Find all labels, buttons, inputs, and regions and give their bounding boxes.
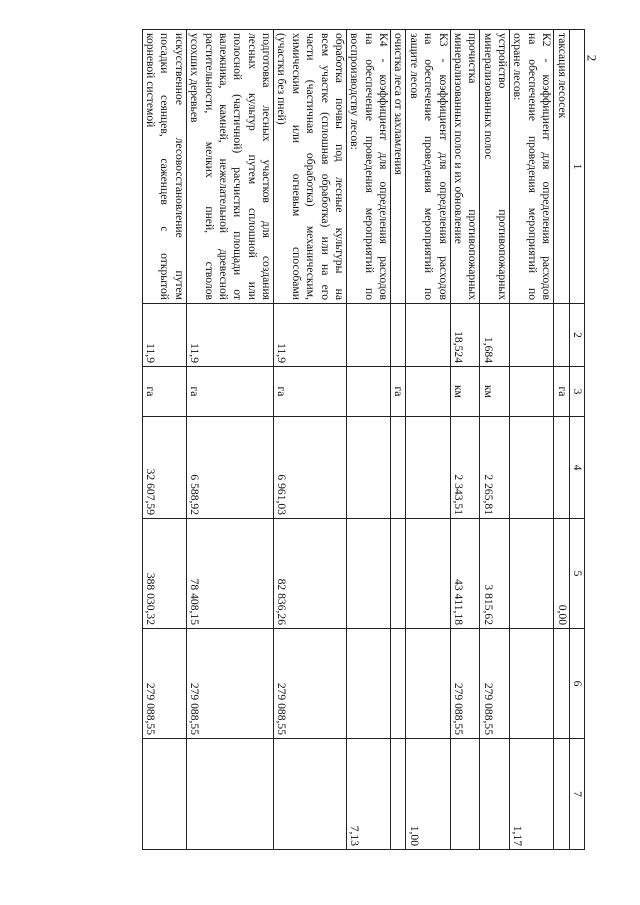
- row-name-line: корневой системой: [144, 33, 158, 128]
- row-name-line: минерализованных полос: [481, 33, 495, 160]
- rate-cell: [347, 417, 391, 519]
- unit-cell: [510, 367, 554, 417]
- table-row: [142, 30, 186, 850]
- row-name-line: защите лесов: [407, 33, 421, 99]
- quantity-cell: [406, 304, 450, 367]
- quantity-cell: 18,524: [450, 304, 480, 367]
- base-cell: [347, 629, 391, 739]
- row-name-line: воспроизводству лесов:: [348, 33, 362, 150]
- amount-cell: 43 411,18: [450, 519, 480, 629]
- table-row: [554, 30, 569, 850]
- rate-cell: 2 343,51: [450, 417, 480, 519]
- row-name-line: растительности, мелких пней, стволов: [202, 33, 216, 300]
- coefficient-cell: [450, 739, 480, 850]
- quantity-cell: [347, 304, 391, 367]
- cost-table: [142, 29, 585, 850]
- coefficient-cell: [142, 739, 186, 850]
- header-cell: 4: [569, 417, 584, 519]
- rate-cell: [391, 417, 406, 519]
- coefficient-cell: [554, 739, 569, 850]
- row-name-line: очистка леса от захламления: [392, 33, 406, 175]
- unit-cell: км: [480, 367, 510, 417]
- coefficient-cell: [274, 739, 347, 850]
- amount-cell: [510, 519, 554, 629]
- coefficient-cell: [186, 739, 273, 850]
- rotated-page: [77, 29, 585, 849]
- row-name-cell: [142, 30, 186, 304]
- row-name-line: (участки без пней): [275, 33, 289, 125]
- row-name-line: подготовка лесных участков для создания: [260, 33, 274, 300]
- row-name-cell: [510, 30, 554, 304]
- coefficient-cell: 7,13: [347, 739, 391, 850]
- header-row: [569, 30, 584, 850]
- unit-cell: [406, 367, 450, 417]
- cost-table-body: [142, 30, 584, 850]
- coefficient-cell: [480, 739, 510, 850]
- header-cell: 5: [569, 519, 584, 629]
- row-name-line: К4 - коэффициент для определения расходов: [377, 33, 391, 300]
- coefficient-cell: 1,17: [510, 739, 554, 850]
- amount-cell: [406, 519, 450, 629]
- amount-cell: [347, 519, 391, 629]
- table-row: [510, 30, 554, 850]
- row-name-line: охране лесов:: [511, 33, 525, 101]
- row-name-cell: [391, 30, 406, 304]
- amount-cell: 388 030,32: [142, 519, 186, 629]
- base-cell: [510, 629, 554, 739]
- row-name-line: части (частичная обработка) механическим,: [304, 33, 318, 300]
- coefficient-cell: [391, 739, 406, 850]
- row-name-cell: [480, 30, 510, 304]
- row-name-line: К2 - коэффициент для определения расходов: [540, 33, 554, 300]
- rate-cell: [510, 417, 554, 519]
- row-name-line: минерализованных полос и их обновление: [452, 33, 465, 244]
- row-name-cell: [406, 30, 450, 304]
- base-cell: 279 088,55: [186, 629, 273, 739]
- header-cell: 3: [569, 367, 584, 417]
- row-name-line: химическим или огневым способами: [289, 33, 303, 300]
- row-name-cell: [347, 30, 391, 304]
- amount-cell: 78 408,15: [186, 519, 273, 629]
- rate-cell: 32 607,59: [142, 417, 186, 519]
- quantity-cell: 11,9: [274, 304, 347, 367]
- quantity-cell: 11,9: [142, 304, 186, 367]
- row-name-line: прочистка противопожарных: [466, 33, 480, 300]
- header-cell: 6: [569, 629, 584, 739]
- base-cell: 279 088,55: [142, 629, 186, 739]
- header-cell: 1: [569, 30, 584, 304]
- row-name-line: на обеспечение проведения мероприятий по: [525, 33, 539, 300]
- row-name-line: искусственное лесовосстановление путем: [172, 33, 186, 300]
- quantity-cell: 11,9: [186, 304, 273, 367]
- base-cell: 279 088,55: [274, 629, 347, 739]
- rate-cell: 6 588,92: [186, 417, 273, 519]
- row-name-cell: [554, 30, 569, 304]
- page-number: 2: [584, 54, 600, 62]
- row-name-line: таксация лесосек: [555, 33, 569, 119]
- quantity-cell: [391, 304, 406, 367]
- rate-cell: [406, 417, 450, 519]
- rate-cell: [554, 417, 569, 519]
- unit-cell: га: [554, 367, 569, 417]
- row-name-line: обработка почвы под лесные культуры на: [333, 33, 346, 300]
- table-row: [347, 30, 391, 850]
- row-name-line: усохших деревьев: [188, 33, 202, 123]
- table-row: [274, 30, 347, 850]
- base-cell: 279 088,55: [450, 629, 480, 739]
- base-cell: [554, 629, 569, 739]
- row-name-line: устройство противопожарных: [496, 33, 510, 300]
- row-name-line: посадки сеянцев, саженцев с открытой: [158, 33, 172, 300]
- row-name-line: К3 - коэффициент для определения расходов: [436, 33, 450, 300]
- unit-cell: га: [186, 367, 273, 417]
- rate-cell: 6 961,03: [274, 417, 347, 519]
- unit-cell: га: [142, 367, 186, 417]
- row-name-cell: [274, 30, 347, 304]
- header-cell: 7: [569, 739, 584, 850]
- table-row: [391, 30, 406, 850]
- row-name-line: валежника, камней, нежелательной древесной: [217, 33, 230, 300]
- unit-cell: км: [450, 367, 480, 417]
- table-row: [450, 30, 480, 850]
- base-cell: [406, 629, 450, 739]
- row-name-line: всем участке (сплошная обработка) или на его: [318, 33, 332, 300]
- header-cell: 2: [569, 304, 584, 367]
- unit-cell: га: [274, 367, 347, 417]
- amount-cell: 3 815,62: [480, 519, 510, 629]
- table-row: [480, 30, 510, 850]
- unit-cell: га: [391, 367, 406, 417]
- row-name-cell: [186, 30, 273, 304]
- amount-cell: 0,00: [554, 519, 569, 629]
- quantity-cell: [554, 304, 569, 367]
- table-row: [186, 30, 273, 850]
- rate-cell: 2 265,81: [480, 417, 510, 519]
- row-name-line: лесных культур путем сплошной или: [245, 33, 259, 300]
- amount-cell: [391, 519, 406, 629]
- row-name-line: на обеспечение проведения мероприятий по: [422, 33, 436, 300]
- unit-cell: [347, 367, 391, 417]
- base-cell: 279 088,55: [480, 629, 510, 739]
- row-name-line: на обеспечение проведения мероприятий по: [362, 33, 376, 300]
- base-cell: [391, 629, 406, 739]
- row-name-cell: [450, 30, 480, 304]
- quantity-cell: 1,684: [480, 304, 510, 367]
- table-row: [406, 30, 450, 850]
- quantity-cell: [510, 304, 554, 367]
- amount-cell: 82 836,26: [274, 519, 347, 629]
- coefficient-cell: 1,00: [406, 739, 450, 850]
- row-name-line: полосной (частичной) расчистки площади от: [231, 33, 245, 300]
